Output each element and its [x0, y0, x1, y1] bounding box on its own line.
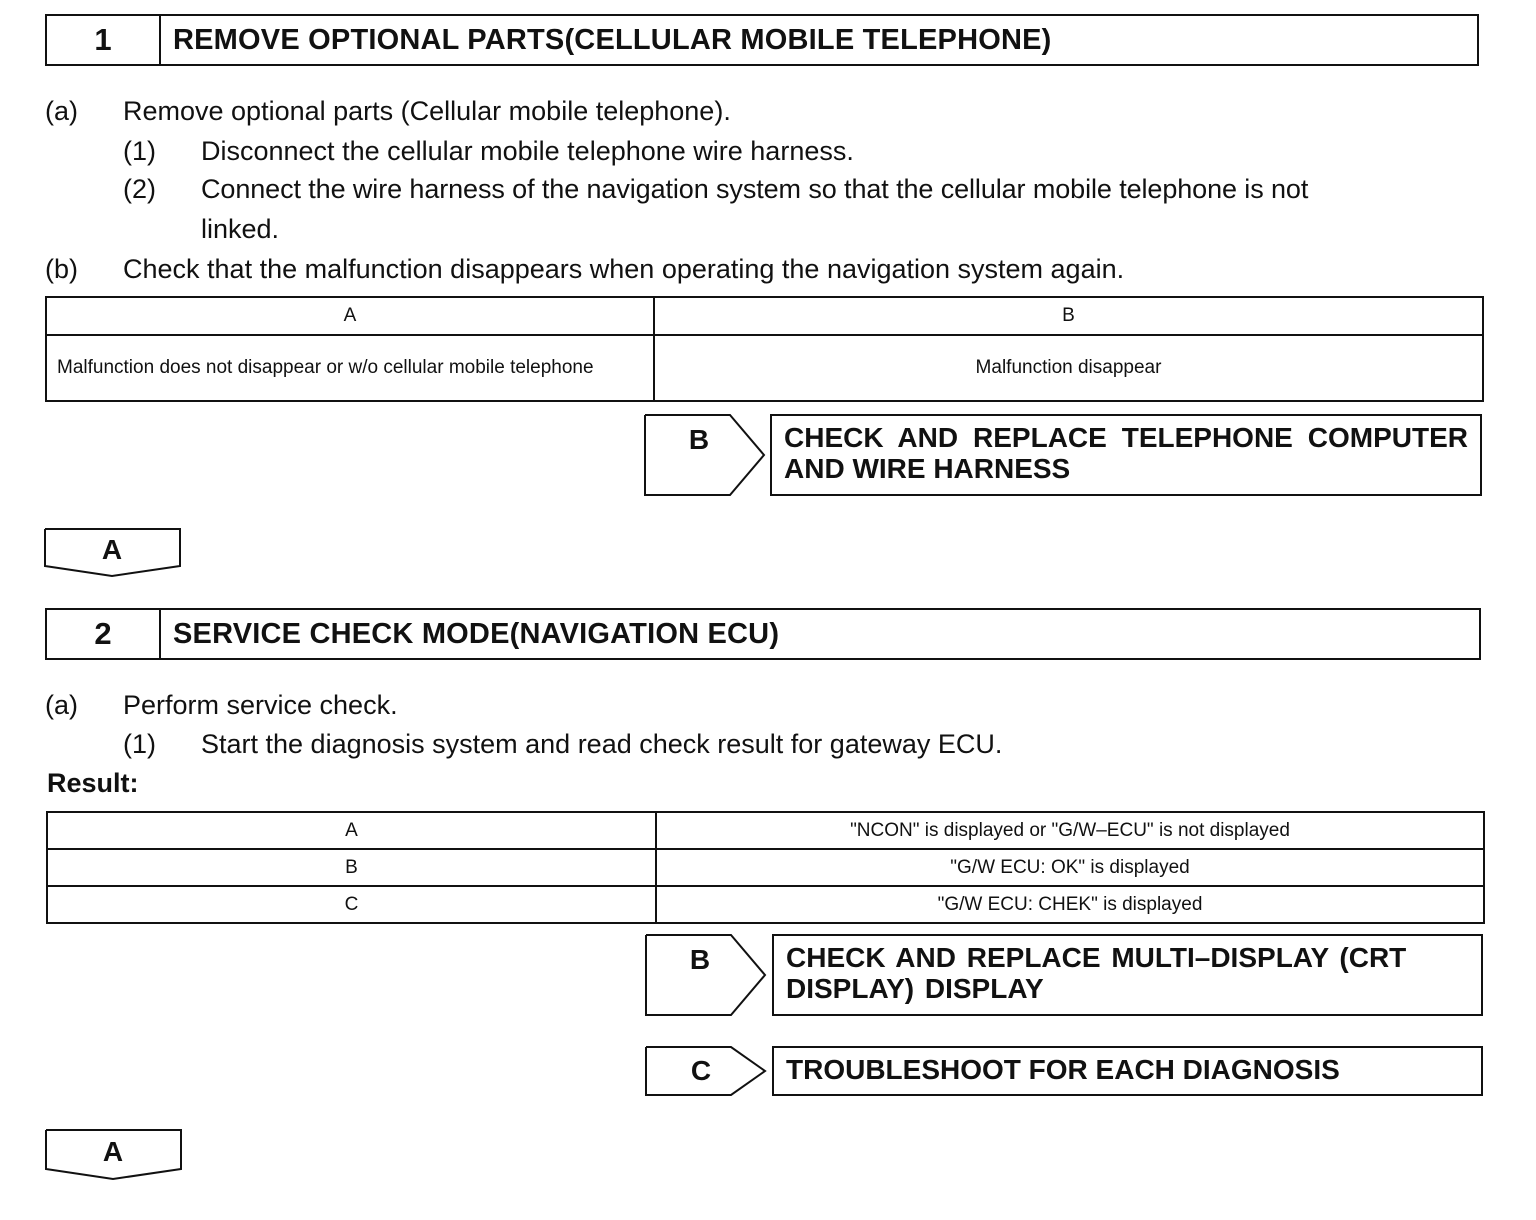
step-1-number: 1	[47, 16, 161, 64]
step-2-table-row-a-key: A	[47, 812, 656, 849]
step-2-line-a-text: Perform service check.	[123, 690, 398, 720]
step-2-title: SERVICE CHECK MODE(NAVIGATION ECU)	[173, 617, 780, 650]
step-2-branch-c-tag: C	[690, 1055, 712, 1086]
step-2-branch-b-action: CHECK AND REPLACE MULTI–DISPLAY (CRT DISPLAY) DISPLAY	[772, 934, 1483, 1016]
step-1-line-2-cont-text: linked.	[201, 214, 280, 244]
step-1-branch-b-action: CHECK AND REPLACE TELEPHONE COMPUTER AND WIRE HARNESS	[770, 414, 1482, 496]
result-label: Result:	[47, 768, 139, 798]
step-2-branch-b	[645, 934, 1485, 1016]
step-1-line-1-text: Disconnect the cellular mobile telephone wire harness.	[201, 136, 854, 166]
step-1-continue-a-label: A	[101, 534, 123, 565]
step-1-header	[45, 14, 1479, 66]
step-1-title: REMOVE OPTIONAL PARTS(CELLULAR MOBILE TELEPHONE)	[173, 23, 1052, 56]
step-2-continue-a	[45, 1129, 185, 1181]
step-1-line-a-label: (a)	[45, 96, 78, 126]
step-2-branch-c-action: TROUBLESHOOT FOR EACH DIAGNOSIS	[772, 1046, 1483, 1096]
step-1-result-table	[45, 296, 1484, 402]
step-1-table-cell-b: Malfunction disappear	[654, 335, 1483, 401]
step-2-line-1-text: Start the diagnosis system and read check result for gateway ECU.	[201, 729, 1003, 759]
step-1-branch-b	[644, 414, 1484, 496]
step-2-table-row-c-value: "G/W ECU: CHEK" is displayed	[656, 886, 1484, 923]
step-1-table-header-a: A	[46, 297, 654, 335]
step-2-continue-a-label: A	[102, 1136, 124, 1167]
step-2-result-table	[46, 811, 1485, 924]
step-2-line-a-label: (a)	[45, 690, 78, 720]
step-2-line-1-label: (1)	[123, 729, 156, 759]
step-1-line-b-label: (b)	[45, 254, 78, 284]
step-1-line-2-text: Connect the wire harness of the navigation system so that the cellular mobile telephone is not	[201, 174, 1309, 204]
step-2-table-row-b-key: B	[47, 849, 656, 886]
step-2-branch-c	[645, 1046, 1485, 1096]
step-2-header	[45, 608, 1481, 660]
step-2-number: 2	[47, 610, 161, 658]
step-2-table-row-b-value: "G/W ECU: OK" is displayed	[656, 849, 1484, 886]
step-1-continue-a	[44, 528, 184, 578]
step-1-branch-b-tag: B	[688, 424, 710, 455]
step-1-line-b-text: Check that the malfunction disappears when operating the navigation system again.	[123, 254, 1125, 284]
step-1-table-header-b: B	[654, 297, 1483, 335]
step-2-table-row-a-value: "NCON" is displayed or "G/W–ECU" is not displayed	[656, 812, 1484, 849]
step-1-line-a-text: Remove optional parts (Cellular mobile telephone).	[123, 96, 731, 126]
step-1-table-cell-a: Malfunction does not disappear or w/o cellular mobile telephone	[46, 335, 654, 401]
step-2-branch-b-tag: B	[689, 944, 711, 975]
step-2-table-row-c-key: C	[47, 886, 656, 923]
step-1-line-1-label: (1)	[123, 136, 156, 166]
step-1-line-2-label: (2)	[123, 174, 156, 204]
